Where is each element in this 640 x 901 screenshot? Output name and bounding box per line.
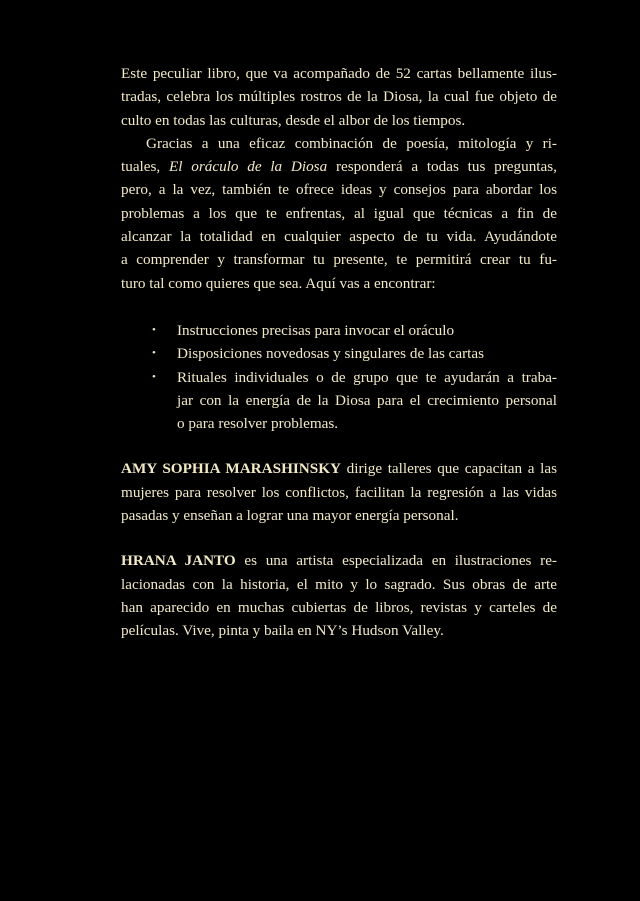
author-bio-line bbox=[121, 457, 557, 480]
bullet-icon: • bbox=[152, 347, 156, 360]
description-line: a comprender y transformar tu presente, te permitirá crear tu fu- bbox=[121, 251, 557, 269]
illustrator-bio-line: lacionadas con la historia, el mito y lo sagrado. Sus obras de arte bbox=[121, 575, 557, 593]
description-line: alcanzar la totalidad en cualquier aspecto de tu vida. Ayudándote bbox=[121, 228, 557, 246]
description-line-with-title bbox=[121, 155, 557, 178]
author-name: AMY SOPHIA MARASHINSKY bbox=[121, 460, 341, 478]
bullet-icon: • bbox=[152, 370, 156, 383]
back-cover-text bbox=[121, 62, 557, 643]
list-item-text: o para resolver problemas. bbox=[177, 415, 339, 433]
illustrator-bio-line bbox=[121, 549, 557, 572]
list-item bbox=[121, 319, 557, 342]
author-bio-line: pasadas y enseñan a lograr una mayor energía personal. bbox=[121, 507, 459, 525]
description-line: problemas a los que te enfrentas, al igual que técnicas a fin de bbox=[121, 204, 557, 222]
intro-line: culto en todas las culturas, desde el albor de los tiempos. bbox=[121, 111, 466, 129]
book-title: El oráculo de la Diosa bbox=[168, 158, 328, 176]
illustrator-bio-text: es una artista especializada en ilustraciones re- bbox=[235, 552, 557, 570]
author-bio bbox=[121, 457, 557, 527]
illustrator-bio-line: han aparecido en muchas cubiertas de libros, revistas y carteles de bbox=[121, 598, 557, 616]
author-bio-line: mujeres para resolver los conflictos, facilitan la regresión a las vidas bbox=[121, 483, 557, 501]
author-bio-text: dirige talleres que capacitan a las bbox=[341, 460, 558, 478]
list-item-text: Instrucciones precisas para invocar el oráculo bbox=[177, 321, 455, 339]
description-line: turo tal como quieres que sea. Aquí vas a encontrar: bbox=[121, 274, 436, 292]
description-text: tuales, bbox=[121, 158, 169, 176]
illustrator-name: HRANA JANTO bbox=[121, 552, 236, 570]
description-text: responderá a todas tus preguntas, bbox=[327, 158, 557, 176]
list-item bbox=[121, 366, 557, 436]
illustrator-bio-line: películas. Vive, pinta y baila en NY’s Hudson Valley. bbox=[121, 622, 444, 640]
feature-list bbox=[121, 319, 557, 435]
bullet-icon: • bbox=[152, 323, 156, 336]
description-line: Gracias a una eficaz combinación de poesía, mitología y ri- bbox=[146, 134, 557, 152]
intro-paragraph bbox=[121, 62, 557, 132]
list-item bbox=[121, 342, 557, 365]
list-item-text: jar con la energía de la Diosa para el crecimiento personal bbox=[177, 391, 557, 409]
description-line: pero, a la vez, también te ofrece ideas y consejos para abordar los bbox=[121, 181, 557, 199]
intro-line: Este peculiar libro, que va acompañado de 52 cartas bellamente ilus- bbox=[121, 65, 557, 82]
list-item-text: Disposiciones novedosas y singulares de las cartas bbox=[177, 345, 485, 363]
illustrator-bio bbox=[121, 549, 557, 642]
intro-line: tradas, celebra los múltiples rostros de la Diosa, la cual fue objeto de bbox=[121, 88, 557, 106]
description-paragraph bbox=[121, 132, 557, 295]
list-item-text: Rituales individuales o de grupo que te ayudarán a traba- bbox=[177, 368, 557, 386]
